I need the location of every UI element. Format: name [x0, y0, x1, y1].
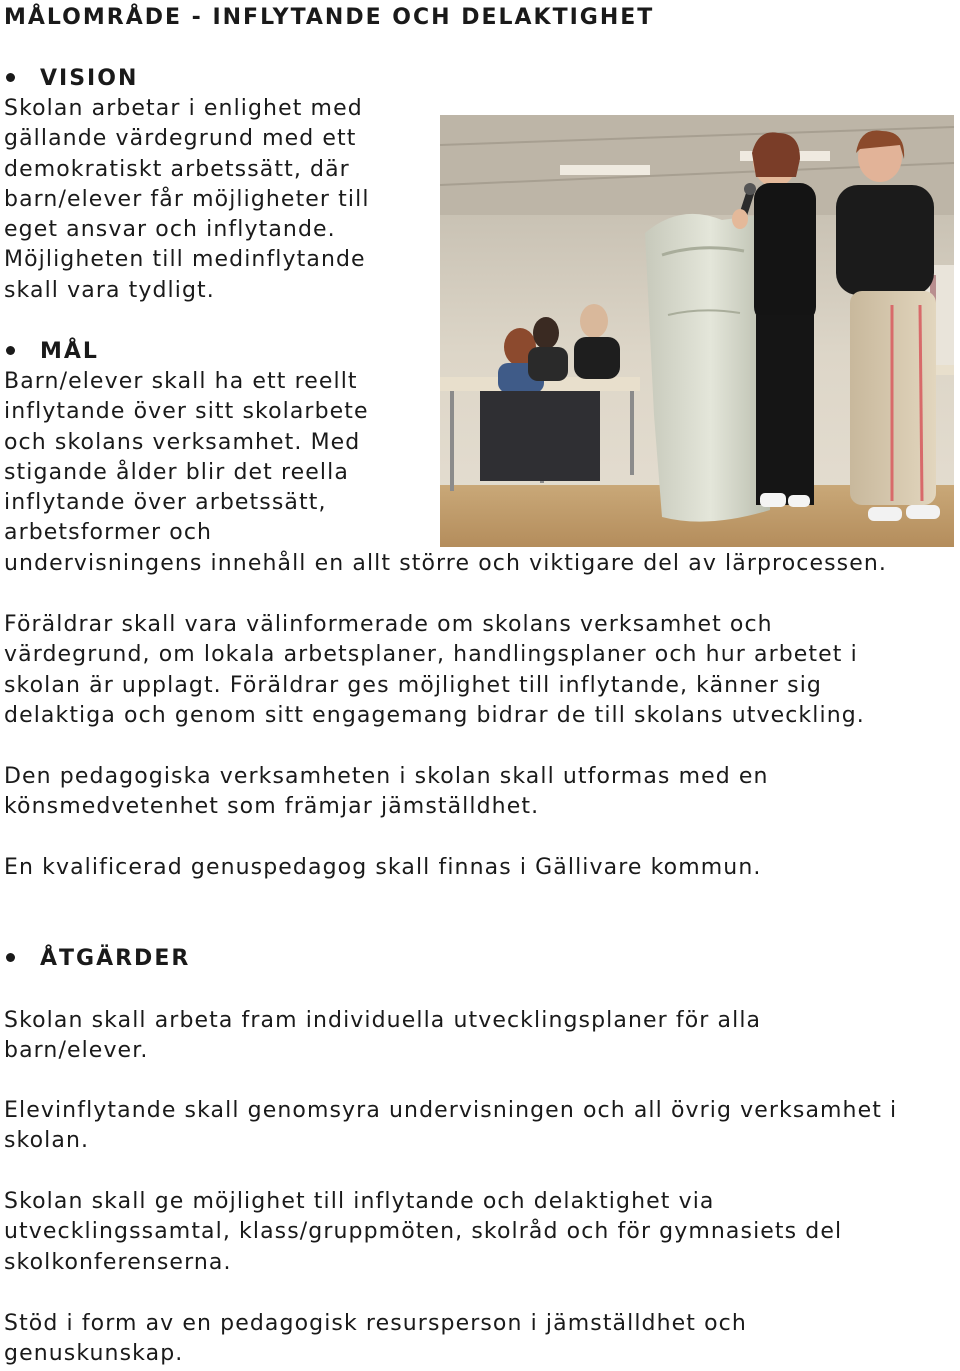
page-title: MÅLOMRÅDE - INFLYTANDE OCH DELAKTIGHET: [4, 5, 655, 30]
mal-line: Barn/elever skall ha ett reellt: [4, 369, 358, 394]
mal-line: inflytande över arbetssätt,: [4, 490, 327, 516]
vision-line: barn/elever får möjligheter till: [4, 186, 370, 212]
atgarder-heading: [4, 944, 190, 974]
vision-line: Skolan arbetar i enlighet med: [4, 96, 363, 121]
paragraph-line: genuskunskap.: [4, 1341, 184, 1367]
atgarder-paragraph: [4, 1006, 761, 1067]
vision-heading-label: VISION: [40, 66, 139, 91]
atgarder-heading-label: ÅTGÄRDER: [40, 946, 191, 971]
gender-awareness-paragraph: [4, 762, 769, 823]
paragraph-line: Skolan skall arbeta fram individuella utvecklingsplaner för alla: [4, 1008, 762, 1033]
vision-heading: [4, 64, 138, 94]
bullet-icon: [6, 73, 15, 82]
vision-line: gällande värdegrund med ett: [4, 126, 357, 152]
vision-line: eget ansvar och inflytande.: [4, 217, 336, 243]
bullet-icon: [6, 346, 15, 355]
paragraph-line: Skolan skall ge möjlighet till inflytande och delaktighet via: [4, 1189, 715, 1214]
paragraph-line: könsmedvetenhet som främjar jämställdhet.: [4, 794, 540, 820]
mal-line: stigande ålder blir det reella: [4, 459, 349, 485]
atgarder-paragraph: [4, 1187, 842, 1278]
vision-line: Möjligheten till medinflytande: [4, 247, 366, 273]
mal-heading-label: MÅL: [40, 339, 99, 364]
parents-paragraph: [4, 610, 865, 731]
paragraph-line: delaktiga och genom sitt engagemang bidrar de till skolans utveckling.: [4, 702, 865, 728]
paragraph-line: Elevinflytande skall genomsyra undervisningen och all övrig verksamhet i: [4, 1098, 898, 1123]
photo-students-at-podium-icon: [440, 115, 954, 547]
paragraph-line: Stöd i form av en pedagogisk resursperson i jämställdhet och: [4, 1311, 747, 1336]
vision-line: demokratiskt arbetssätt, där: [4, 156, 350, 182]
paragraph-line: skolan.: [4, 1128, 90, 1154]
mal-line: inflytande över sitt skolarbete: [4, 399, 369, 425]
paragraph-line: utvecklingssamtal, klass/gruppmöten, skolråd och för gymnasiets del: [4, 1219, 843, 1245]
mal-line: arbetsformer och: [4, 520, 213, 546]
mal-line: och skolans verksamhet. Med: [4, 429, 361, 455]
paragraph-line: Den pedagogiska verksamheten i skolan skall utformas med en: [4, 764, 769, 789]
mal-heading: [4, 337, 99, 367]
vision-text: [4, 94, 370, 306]
mal-line: undervisningens innehåll en allt större och viktigare del av lärprocessen.: [4, 550, 887, 576]
paragraph-line: barn/elever.: [4, 1038, 149, 1064]
paragraph-line: skolkonferenserna.: [4, 1249, 232, 1275]
atgarder-paragraph: [4, 1309, 747, 1370]
atgarder-paragraph: [4, 1096, 897, 1157]
vision-line: skall vara tydligt.: [4, 277, 215, 303]
paragraph-line: värdegrund, om lokala arbetsplaner, handlingsplaner och hur arbetet i: [4, 642, 858, 668]
bullet-icon: [6, 953, 15, 962]
paragraph-line: Föräldrar skall vara välinformerade om skolans verksamhet och: [4, 612, 773, 637]
paragraph-line: skolan är upplagt. Föräldrar ges möjlighet till inflytande, känner sig: [4, 672, 822, 698]
genuspedagog-paragraph: [4, 853, 761, 883]
paragraph-line: En kvalificerad genuspedagog skall finnas i Gällivare kommun.: [4, 855, 762, 880]
